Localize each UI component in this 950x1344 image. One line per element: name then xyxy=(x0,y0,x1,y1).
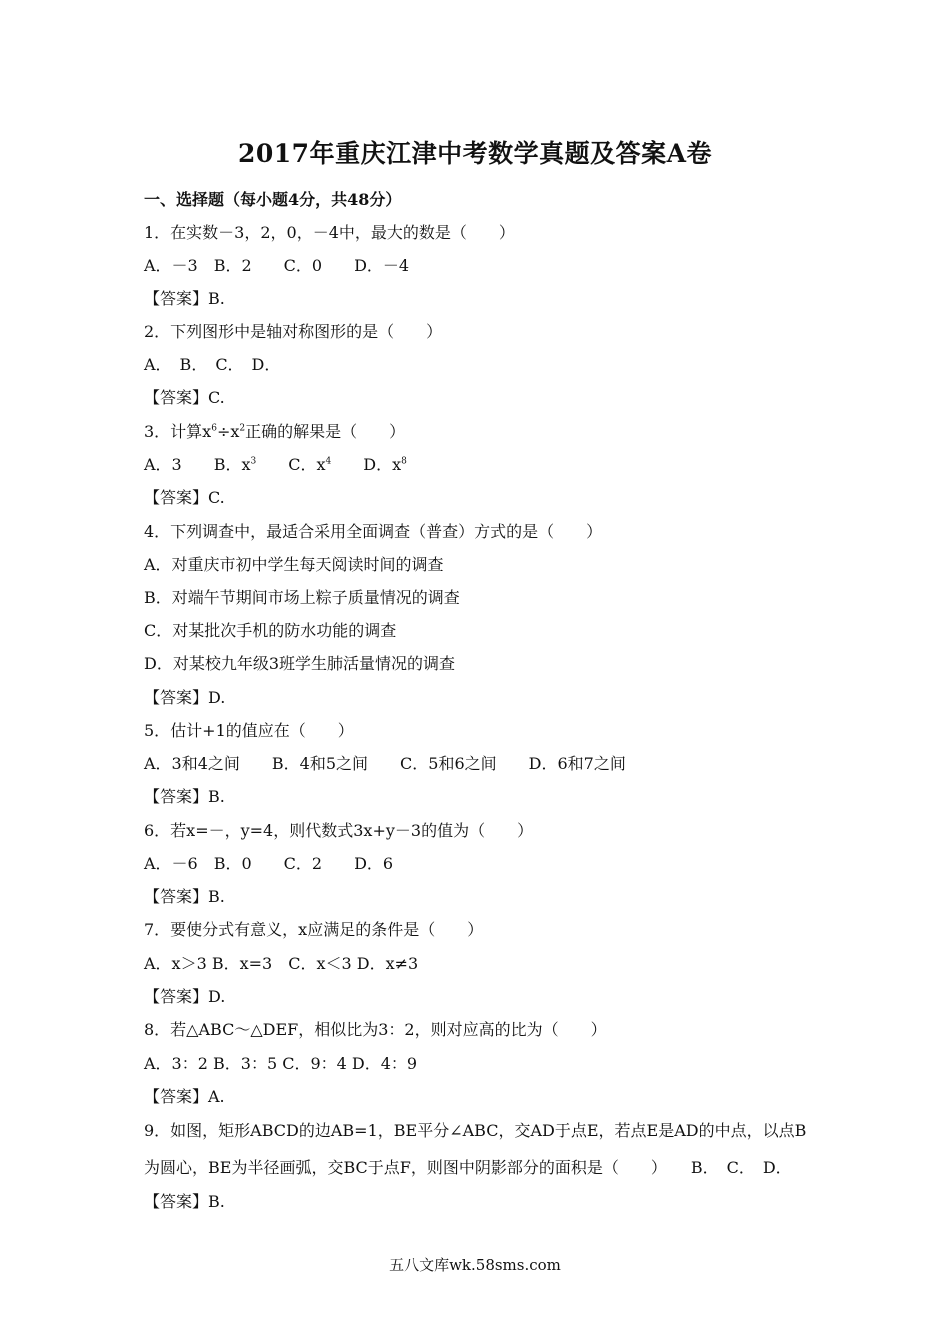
question-6: 6．若x=－，y=4，则代数式3x+y－3的值为（ ） xyxy=(144,821,534,840)
question-8-options: A．3：2 B．3：5 C．9：4 D．4：9 xyxy=(144,1054,418,1073)
question-3-text-a: 3．计算x xyxy=(144,422,212,441)
question-3-option-d: D．x xyxy=(331,455,402,474)
question-3-option-b-exponent: 3 xyxy=(250,456,257,467)
question-7-options: A．x＞3 B．x=3 C．x＜3 D．x≠3 xyxy=(144,954,419,973)
question-3-exponent-1: 6 xyxy=(211,423,217,434)
question-3-text-b: ÷x xyxy=(216,422,240,441)
question-3 xyxy=(144,422,405,442)
question-8-answer: 【答案】A. xyxy=(144,1087,225,1106)
question-9-answer: 【答案】B. xyxy=(144,1192,225,1211)
question-3-option-c-exponent: 4 xyxy=(325,456,332,467)
question-5-options: A．3和4之间 B．4和5之间 C．5和6之间 D．6和7之间 xyxy=(144,754,626,773)
question-3-exponent-2: 2 xyxy=(239,423,246,434)
question-4: 4．下列调查中，最适合采用全面调查（普查）方式的是（ ） xyxy=(144,522,603,541)
question-9-line-1: 9．如图，矩形ABCD的边AB=1，BE平分∠ABC，交AD于点E，若点E是AD的中点，以点B xyxy=(144,1121,807,1140)
question-3-text-c: 正确的解果是（ ） xyxy=(245,422,406,441)
question-5: 5．估计+1的值应在（ ） xyxy=(144,721,354,740)
question-1-answer: 【答案】B. xyxy=(144,289,225,308)
question-6-options: A．－6 B．0 C．2 D．6 xyxy=(144,854,394,873)
question-3-option-d-exponent: 8 xyxy=(401,456,407,467)
question-2-answer: 【答案】C. xyxy=(144,388,225,407)
question-3-option-c: C．x xyxy=(256,455,326,474)
question-9-line-2: 为圆心，BE为半径画弧，交BC于点F，则图中阴影部分的面积是（ ） B． C． D． xyxy=(144,1158,792,1177)
question-1: 1．在实数－3，2，0，－4中，最大的数是（ ） xyxy=(144,223,515,242)
footer-watermark: 五八文库wk.58sms.com xyxy=(389,1256,561,1274)
question-4-option-a: A．对重庆市初中学生每天阅读时间的调查 xyxy=(144,555,444,574)
question-6-answer: 【答案】B. xyxy=(144,887,225,906)
question-4-option-b: B．对端午节期间市场上粽子质量情况的调查 xyxy=(144,588,460,607)
question-5-answer: 【答案】B. xyxy=(144,787,225,806)
question-4-option-d: D．对某校九年级3班学生肺活量情况的调查 xyxy=(144,654,456,673)
question-3-options xyxy=(144,455,407,475)
question-2: 2．下列图形中是轴对称图形的是（ ） xyxy=(144,322,443,341)
question-2-options: A． B． C． D． xyxy=(144,355,281,374)
section-heading: 一、选择题（每小题4分，共48分） xyxy=(144,190,402,209)
question-3-option-ab: A．3 B．x xyxy=(144,455,251,474)
question-8: 8．若△ABC～△DEF，相似比为3：2，则对应高的比为（ ） xyxy=(144,1020,607,1039)
question-4-option-c: C．对某批次手机的防水功能的调查 xyxy=(144,621,397,640)
question-3-answer: 【答案】C. xyxy=(144,488,225,507)
question-7-answer: 【答案】D. xyxy=(144,987,226,1006)
question-7: 7．要使分式有意义，x应满足的条件是（ ） xyxy=(144,920,484,939)
document-title: 2017年重庆江津中考数学真题及答案A卷 xyxy=(238,139,712,168)
question-4-answer: 【答案】D. xyxy=(144,688,226,707)
question-1-options: A．－3 B．2 C．0 D．－4 xyxy=(144,256,410,275)
